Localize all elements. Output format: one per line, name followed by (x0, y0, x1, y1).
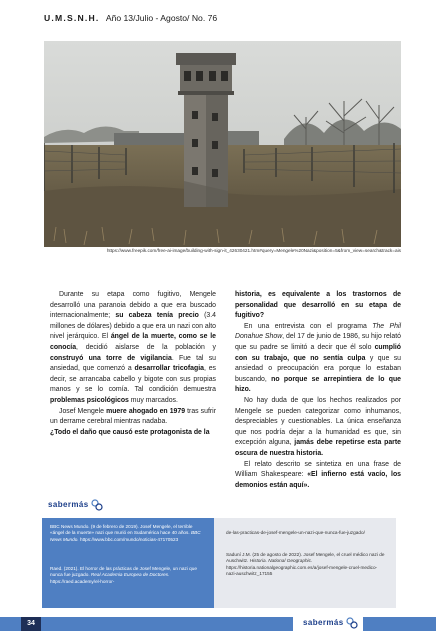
reference-item: Raed. (2021). El horror de las prácticas de Josef Mengele, un nazi que nunca fue juzgado. Real Academia Europea de Doctores. https://raed.academy/el-horror- (50, 566, 197, 584)
reference-item: BBC News Mundo. (9 de febrero de 2019). Josef Mengele, el terrible «ángel de la muerte» nazi que murió en Sudamérica hace 40 años. BBC News Mundo. https://www.bbc.com/mundo/noticias-47170523 (50, 524, 201, 542)
paragraph: Durante su etapa como fugitivo, Mengele desarrolló una paranoia debido a que era buscado internacionalmente; su cabeza tenía precio (3.4 millones de dólares) debido a que era un nazi con alto nivel jerárquico. El ángel de la muerte, como se le conocía, decidió aislarse de la población y construyó una torre de vigilancia. Fue tal su ansiedad, que comenzó a desarrollar tricofagia, es decir, se arrancaba cabello y bigote con sus propias manos y se lo comía. Tal condición demuestra problemas psicológicos muy marcados. (50, 291, 216, 404)
question-paragraph: historia, es equivalente a los trastornos de personalidad que desarrolló en su etapa de fugitivo? (235, 291, 401, 320)
footer-bar (0, 617, 436, 631)
footer-sabermas-logo (303, 617, 358, 633)
references-box (42, 518, 396, 608)
running-header (44, 13, 424, 27)
paragraph: El relato descrito se sintetiza en una frase de William Shakespeare: «El infierno está vacío, los demonios están aquí». (235, 460, 401, 489)
watchtower-photo (44, 41, 401, 247)
references-left (42, 518, 214, 608)
paragraph: En una entrevista con el programa The Phil Donahue Show, del 17 de junio de 1986, su hijo relató que su padre se limitó a decir que él solo cumplió con su trabajo, que no sentía culpa y que su ansiedad o preocupación era porque lo estaban buscando, no porque se arrepintiera de lo que hizo. (235, 322, 402, 394)
logo-rings-icon (346, 617, 358, 629)
article-column-right (235, 290, 401, 491)
photo-caption: https://www.freepik.com/free-ai-image/building-with-sign-it_42630421.htm#query=Mengele%20Nazi&position=5&from_view=search&track=ais (106, 248, 401, 253)
logo-text: sabermás (48, 500, 89, 510)
logo-text: sabermás (303, 618, 344, 628)
university-name: U.M.S.N.H. (44, 13, 100, 23)
references-right (214, 518, 396, 608)
logo-rings-icon (91, 499, 103, 511)
sabermas-logo (48, 499, 103, 515)
reference-item: de-las-practicas-de-josef-mengele-un-nazi-que-nunca-fue-juzgado/ (226, 530, 365, 535)
question-paragraph: ¿Todo el daño que causó este protagonista de la (50, 428, 210, 436)
article-column-left (50, 290, 216, 438)
paragraph: Josef Mengele muere ahogado en 1979 tras sufrir un derrame cerebral mientras nadaba. (50, 407, 216, 426)
issue-info: Año 13/Julio - Agosto/ No. 76 (105, 13, 218, 23)
paragraph: No hay duda de que los hechos realizados por Mengele se pueden categorizar como inhumanos, despreciables y cuestionables. La única enseñanza que nos podría dejar a la humanidad es que, sin excepción alguna, jamás debe repetirse esta parte oscura de nuestra historia. (235, 396, 401, 457)
page-number: 34 (21, 617, 41, 631)
reference-item: Saduní J.M. (25 de agosto de 2022). Josef Mengele, el cruel médico nazi de Auschwitz. Historia. National Geographic. https://historia.nationalgeographic.com.es/a/josef-mengele-cruel-medico-nazi-auschwitz_17155 (226, 552, 385, 576)
